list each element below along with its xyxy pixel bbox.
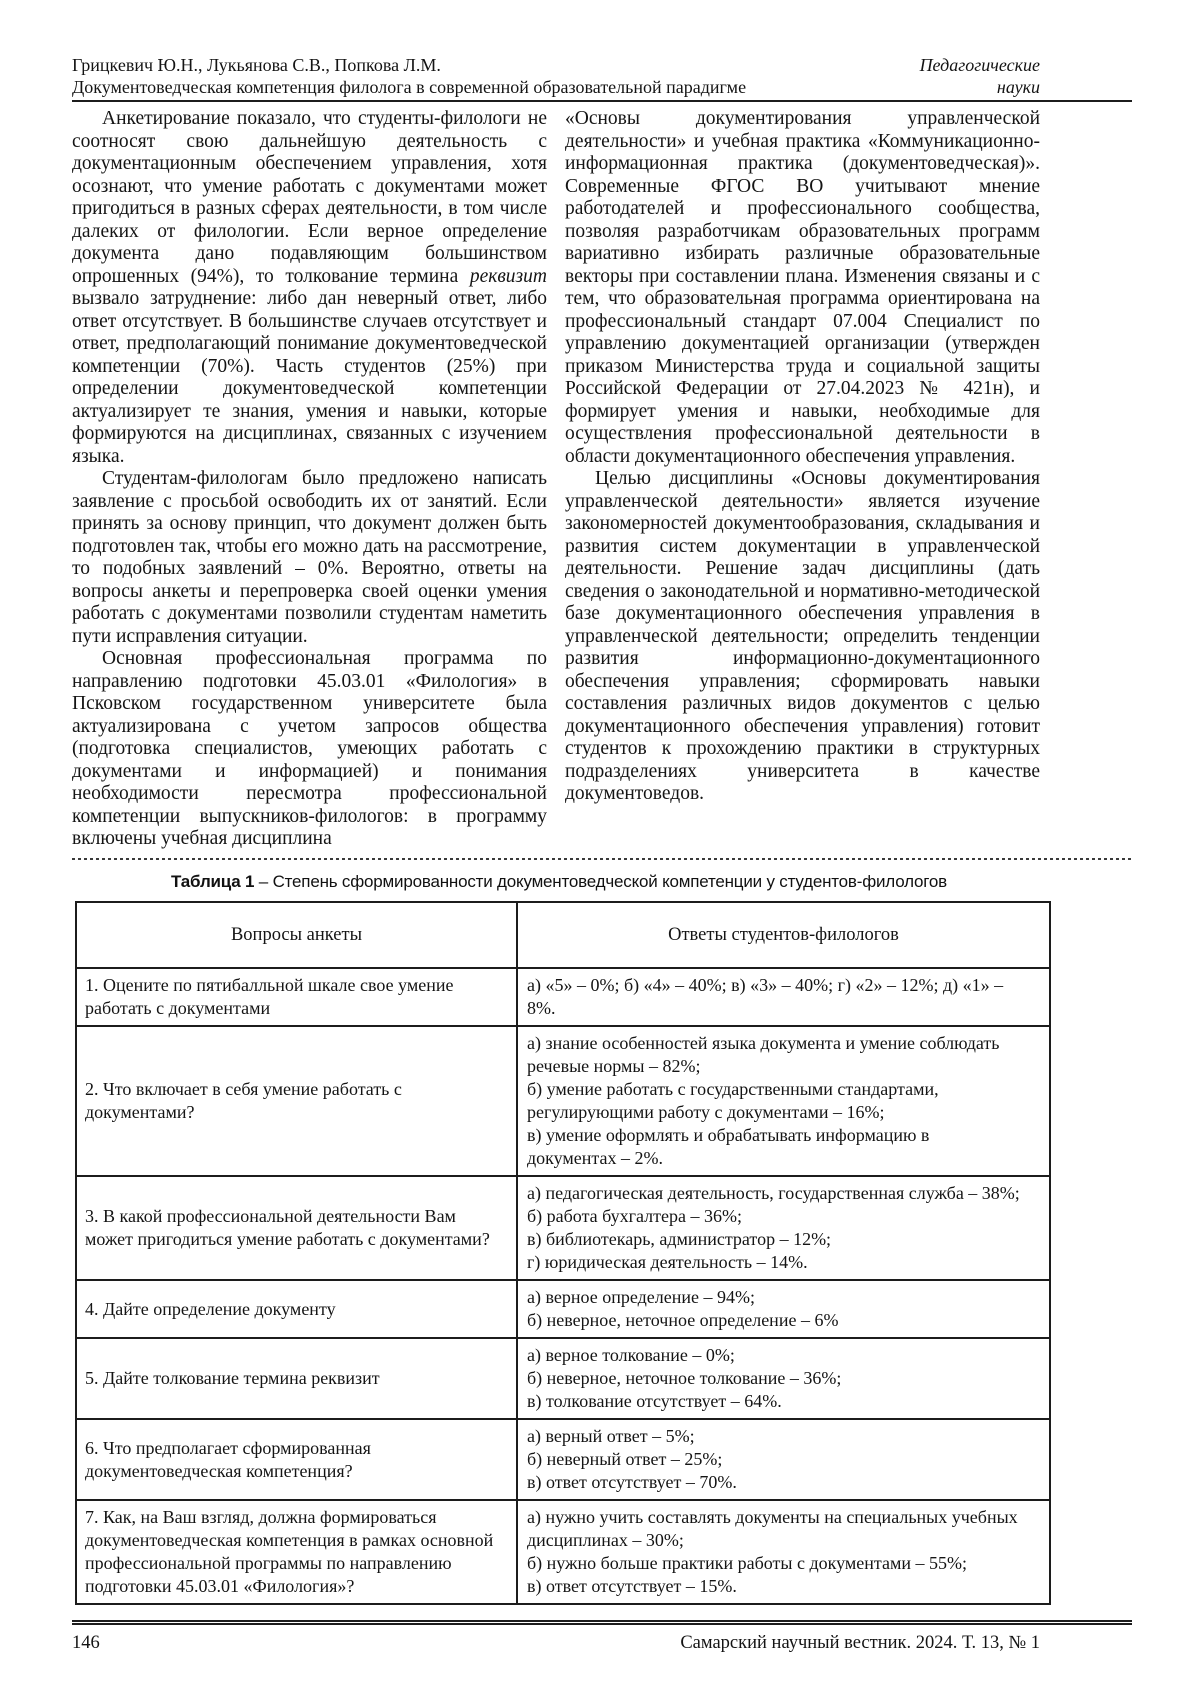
answer-cell bbox=[517, 1280, 1050, 1338]
answer-item: б) нужно больше практики работы с документами – 55%; bbox=[527, 1553, 967, 1573]
table-row bbox=[76, 1500, 1050, 1604]
answer-cell bbox=[517, 1026, 1050, 1176]
column-header-questions: Вопросы анкеты bbox=[76, 902, 517, 968]
header-section-word-1: Педагогические bbox=[919, 55, 1040, 75]
header-line-1 bbox=[72, 54, 1040, 76]
journal-reference: Самарский научный вестник. 2024. Т. 13, № 1 bbox=[680, 1633, 1040, 1653]
table-header-row bbox=[76, 902, 1050, 968]
table-row bbox=[76, 1176, 1050, 1280]
page-footer bbox=[72, 1620, 1134, 1654]
header-rule bbox=[72, 100, 1132, 102]
answer-item: б) неверный ответ – 25%; bbox=[527, 1449, 723, 1469]
answer-cell bbox=[517, 1176, 1050, 1280]
answer-item: б) неверное, неточное толкование – 36%; bbox=[527, 1368, 842, 1388]
table-section bbox=[72, 858, 1134, 1605]
question-cell: 2. Что включает в себя умение работать с документами? bbox=[76, 1026, 517, 1176]
paragraph-zayavlenie: Студентам-филологам было предложено написать заявление с просьбой освободить их от занятий. Если принять за основу принцип, что документ должен быть подготовлен так, чтобы его можно дать на рассмотрение, то подобных заявлений – 0%. Вероятно, ответы на вопросы анкеты и перепроверка своей оценки умения работать с документами позволили студентам наметить пути исправления ситуации. bbox=[72, 468, 547, 647]
header-authors: Грицкевич Ю.Н., Лукьянова С.В., Попкова Л.М. bbox=[72, 55, 441, 75]
answer-item: б) умение работать с государственными стандартами, регулирующими работу с документами – 16%; bbox=[527, 1079, 939, 1122]
answer-item: в) толкование отсутствует – 64%. bbox=[527, 1391, 782, 1411]
answer-cell bbox=[517, 1338, 1050, 1419]
paragraph-survey-results bbox=[72, 108, 547, 468]
article-body bbox=[72, 108, 1040, 851]
paragraph-discipline-goal: Целью дисциплины «Основы документирования управленческой деятельности» является изучение закономерностей документообразования, складывания и развития систем документации в управленческой деятельности. Решение задач дисциплины (дать сведения о законодательной и нормативно-методической базе документационного обеспечения управления в управленческой деятельности; определить тенденции развития информационно-документационного обеспечения управления; сформировать навыки составления различных видов документов с целью документационного обеспечения управления) готовит студентов к прохождению практики в структурных подразделениях университета в качестве документоведов. bbox=[565, 468, 1040, 804]
header-article-title: Документоведческая компетенция филолога в современной образовательной парадигме bbox=[72, 77, 747, 97]
answer-item: а) педагогическая деятельность, государственная служба – 38%; bbox=[527, 1183, 1020, 1203]
paragraph-text: Анкетирование показало, что студенты-филологи не соотносят свою дальнейшую деятельность с документационным обеспечением управления, хотя осознают, что умение работать с документами может пригодиться в разных сферах деятельности, в том числе далеких от филологии. Если верное определение документа дано подавляющим большинством опрошенных (94%), то толкование термина bbox=[72, 108, 547, 287]
paragraph-program: Основная профессиональная программа по направлению подготовки 45.03.01 «Филология» в Псковском государственном университете была актуализирована с учетом запросов общества (подготовка специалистов, умеющих работать с документами и информацией) и понимания необходимости пересмотра профессиональной компетенции выпускников-филологов: в программу включены учебная дисциплина bbox=[72, 648, 547, 849]
question-cell: 7. Как, на Ваш взгляд, должна формироваться документоведческая компетенция в рамках основной профессиональной программы по направлению подготовки 45.03.01 «Филология»? bbox=[76, 1500, 517, 1604]
header-section-word-2: науки bbox=[996, 77, 1040, 97]
answer-item: в) ответ отсутствует – 70%. bbox=[527, 1472, 737, 1492]
right-column bbox=[565, 108, 1040, 851]
question-cell: 1. Оцените по пятибалльной шкале свое умение работать с документами bbox=[76, 968, 517, 1026]
answer-item: в) умение оформлять и обрабатывать информацию в документах – 2%. bbox=[527, 1125, 930, 1168]
answer-item: б) работа бухгалтера – 36%; bbox=[527, 1206, 742, 1226]
answer-item: г) юридическая деятельность – 14%. bbox=[527, 1252, 808, 1272]
answer-cell bbox=[517, 968, 1050, 1026]
term-rekvizit-italic: реквизит bbox=[469, 265, 547, 287]
paragraph-program-continued: «Основы документирования управленческой деятельности» и учебная практика «Коммуникационно-информационная практика (документоведческая)». Современные ФГОС ВО учитывают мнение работодателей и профессионального сообщества, позволяя разработчикам образовательных программ вариативно избирать различные образовательные векторы при составлении плана. Изменения связаны и с тем, что образовательная программа ориентирована на профессиональный стандарт 07.004 Специалист по управлению документацией организации (утвержден приказом Министерства труда и социальной защиты Российской Федерации от 27.04.2023 № 421н), и формирует умения и навыки, необходимые для осуществления профессиональной деятельности в области документационного обеспечения управления. bbox=[565, 108, 1040, 467]
table-row bbox=[76, 1026, 1050, 1176]
table-row bbox=[76, 968, 1050, 1026]
table-row bbox=[76, 1338, 1050, 1419]
paragraph-text: вызвало затруднение: либо дан неверный ответ, либо ответ отсутствует. В большинстве случаев отсутствует и ответ, предполагающий понимание документоведческой компетенции (70%). Часть студентов (25%) при определении документоведческой компетенции актуализирует те знания, умения и навыки, которые формируются на дисциплинах, связанных с изучением языка. bbox=[72, 288, 547, 467]
answer-item: а) «5» – 0%; б) «4» – 40%; в) «3» – 40%; г) «2» – 12%; д) «1» – 8%. bbox=[527, 975, 1004, 1018]
header-line-2 bbox=[72, 76, 1040, 98]
footer-line bbox=[72, 1632, 1040, 1654]
question-cell: 6. Что предполагает сформированная документоведческая компетенция? bbox=[76, 1419, 517, 1500]
question-cell: 5. Дайте толкование термина реквизит bbox=[76, 1338, 517, 1419]
table-caption-label: Таблица 1 bbox=[171, 872, 255, 891]
answer-item: а) нужно учить составлять документы на специальных учебных дисциплинах – 30%; bbox=[527, 1507, 1018, 1550]
table-caption-text: – Степень сформированности документоведческой компетенции у студентов-филологов bbox=[254, 872, 947, 891]
question-cell: 4. Дайте определение документу bbox=[76, 1280, 517, 1338]
table-caption bbox=[72, 872, 1046, 892]
dashed-divider bbox=[72, 858, 1132, 860]
table-row bbox=[76, 1280, 1050, 1338]
column-header-answers: Ответы студентов-филологов bbox=[517, 902, 1050, 968]
table-row bbox=[76, 1419, 1050, 1500]
answer-item: б) неверное, неточное определение – 6% bbox=[527, 1310, 839, 1330]
answer-item: а) верное толкование – 0%; bbox=[527, 1345, 735, 1365]
survey-results-table bbox=[75, 901, 1051, 1605]
survey-table-body bbox=[76, 968, 1050, 1604]
page-number: 146 bbox=[72, 1633, 100, 1653]
answer-cell bbox=[517, 1419, 1050, 1500]
question-cell: 3. В какой профессиональной деятельности Вам может пригодиться умение работать с документами? bbox=[76, 1176, 517, 1280]
page-header bbox=[72, 54, 1040, 98]
footer-rule bbox=[72, 1620, 1132, 1625]
left-column bbox=[72, 108, 547, 851]
answer-item: в) ответ отсутствует – 15%. bbox=[527, 1576, 737, 1596]
answer-item: в) библиотекарь, администратор – 12%; bbox=[527, 1229, 832, 1249]
answer-item: а) верный ответ – 5%; bbox=[527, 1426, 695, 1446]
answer-item: а) знание особенностей языка документа и умение соблюдать речевые нормы – 82%; bbox=[527, 1033, 1000, 1076]
answer-item: а) верное определение – 94%; bbox=[527, 1287, 755, 1307]
answer-cell bbox=[517, 1500, 1050, 1604]
